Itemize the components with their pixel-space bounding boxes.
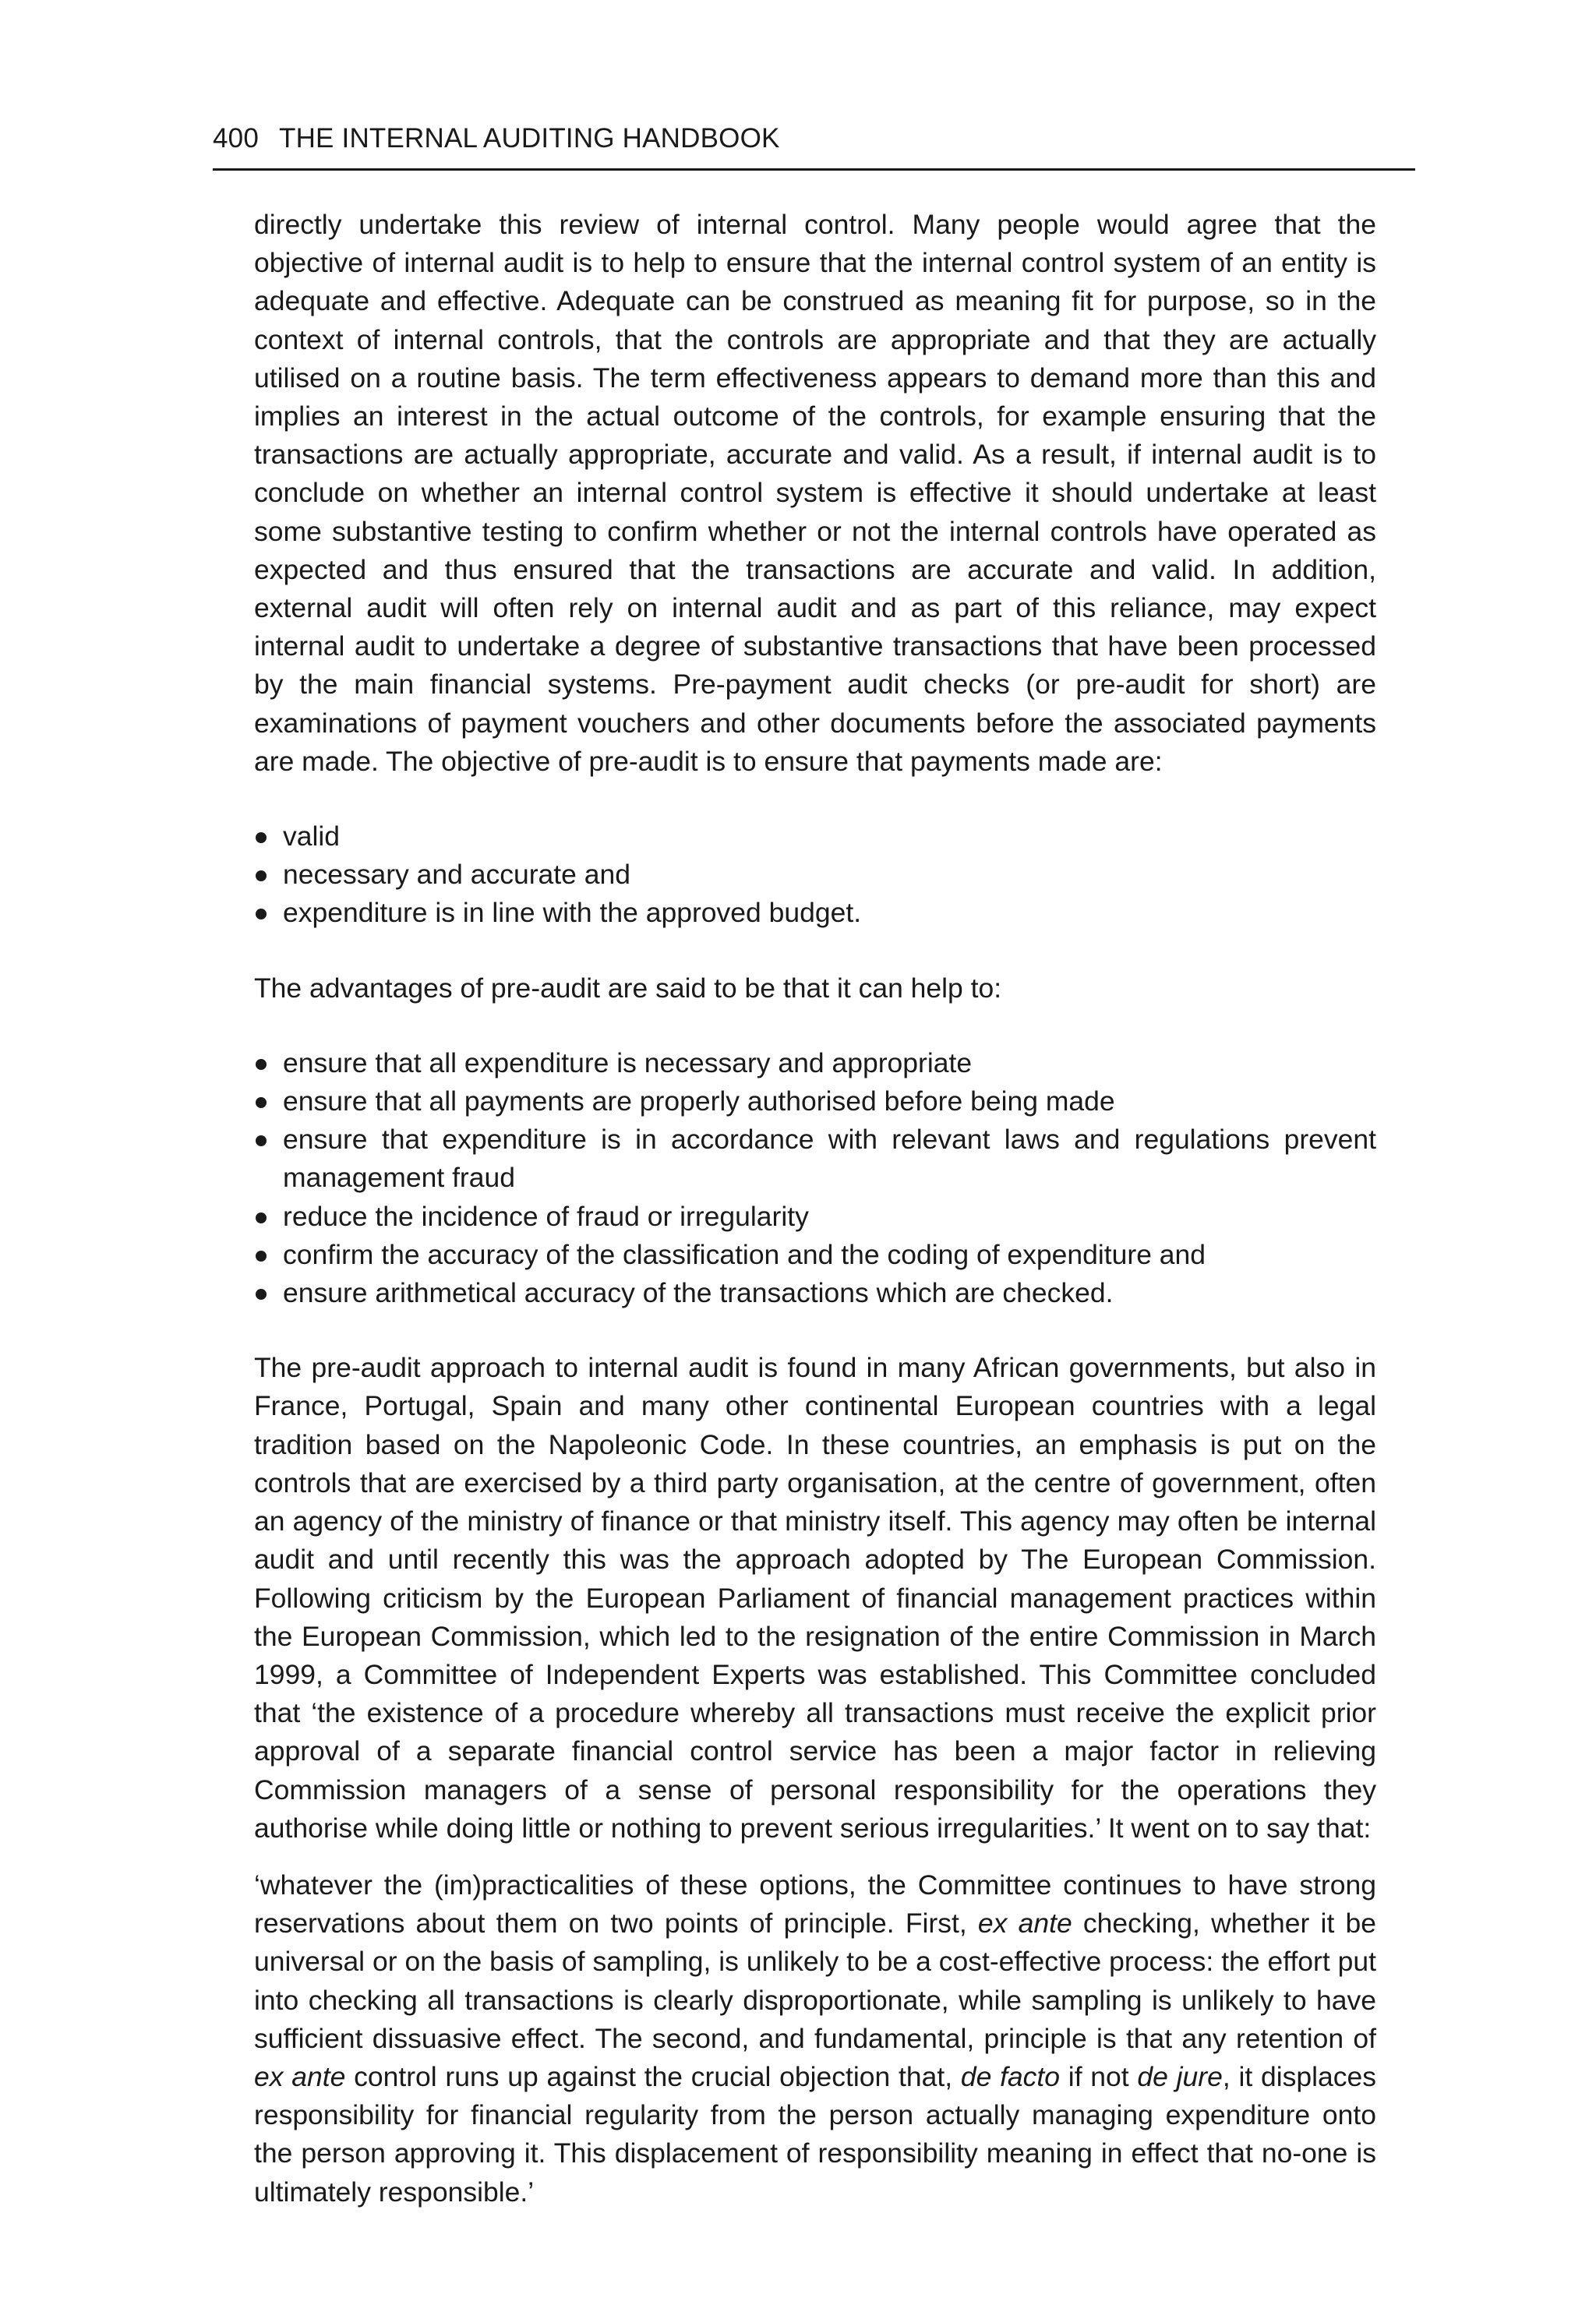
bullet-icon (256, 1212, 267, 1223)
list-item: reduce the incidence of fraud or irregularity (254, 1198, 1376, 1236)
list-item: valid (254, 817, 1376, 856)
paragraph-intro: directly undertake this review of internal control. Many people would agree that the objective of internal audit is to help to ensure that the internal control system of an entity is adequate and effective. Adequate can be construed as meaning fit for purpose, so in the context of internal controls, that the controls are appropriate and that they are actually utilised on a routine basis. The term effectiveness appears to demand more than this and implies an interest in the actual outcome of the controls, for example ensuring that the transactions are actually appropriate, accurate and valid. As a result, if internal audit is to conclude on whether an internal control system is effective it should undertake at least some substantive testing to confirm whether or not the internal controls have operated as expected and thus ensured that the transactions are accurate and valid. In addition, external audit will often rely on internal audit and as part of this reliance, may expect internal audit to undertake a degree of substantive transactions that have been processed by the main financial systems. Pre-payment audit checks (or pre-audit for short) are examinations of payment vouchers and other documents before the associated payments are made. The objective of pre-audit is to ensure that payments made are: (254, 209, 1376, 777)
list-item: ensure that all expenditure is necessary and appropriate (254, 1044, 1376, 1082)
bullet-icon (256, 1251, 267, 1262)
list-item: ensure that expenditure is in accordance with relevant laws and regulations prevent management fraud (254, 1121, 1376, 1197)
payment-objectives-list (254, 817, 1376, 933)
running-title: THE INTERNAL AUDITING HANDBOOK (279, 123, 780, 154)
page-number: 400 (213, 123, 259, 154)
body-text (254, 206, 1376, 2211)
bullet-icon (256, 1059, 267, 1070)
bullet-icon (256, 1289, 267, 1300)
paragraph-pre-audit-approach: The pre-audit approach to internal audit is found in many African governments, but also in France, Portugal, Spain and many other continental European countries with a legal tradition based on the Napoleonic Code. In these countries, an emphasis is put on the controls that are exercised by a third party organisation, at the centre of government, often an agency of the ministry of finance or that ministry itself. This agency may often be internal audit and until recently this was the approach adopted by The European Commission. Following criticism by the European Parliament of financial management practices within the European Commission, which led to the resignation of the entire Commission in March 1999, a Committee of Independent Experts was established. This Committee concluded that ‘the existence of a procedure whereby all transactions must receive the explicit prior approval of a separate financial control service has been a major factor in relieving Commission managers of a sense of personal responsibility for the operations they authorise while doing little or nothing to prevent serious irregularities.’ It went on to say that: (254, 1352, 1376, 1844)
list-item: expenditure is in line with the approved budget. (254, 894, 1376, 932)
list-item: confirm the accuracy of the classification and the coding of expenditure and (254, 1236, 1376, 1274)
committee-quote: ‘whatever the (im)practicalities of these options, the Committee continues to have strong reservations about them on two points of principle. First, ex ante checking, whether it be universal or on the basis of sampling, is unlikely to be a cost-effective process: the effort put into checking all transactions is clearly disproportionate, while sampling is unlikely to have sufficient dissuasive effect. The second, and fundamental, principle is that any retention of ex ante control runs up against the crucial objection that, de facto if not de jure, it displaces responsibility for financial regularity from the person actually managing expenditure onto the person approving it. This displacement of responsibility meaning in effect that no-one is ultimately responsible.’ (254, 1869, 1376, 2208)
bullet-icon (256, 1135, 267, 1146)
bullet-icon (256, 832, 267, 843)
paragraph-advantages: The advantages of pre-audit are said to be that it can help to: (254, 972, 1002, 1004)
list-item: necessary and accurate and (254, 856, 1376, 894)
running-header (213, 122, 1415, 171)
advantages-list (254, 1044, 1376, 1312)
list-item: ensure arithmetical accuracy of the transactions which are checked. (254, 1274, 1376, 1312)
bullet-icon (256, 870, 267, 881)
list-item: ensure that all payments are properly authorised before being made (254, 1082, 1376, 1121)
bullet-icon (256, 909, 267, 919)
bullet-icon (256, 1097, 267, 1108)
